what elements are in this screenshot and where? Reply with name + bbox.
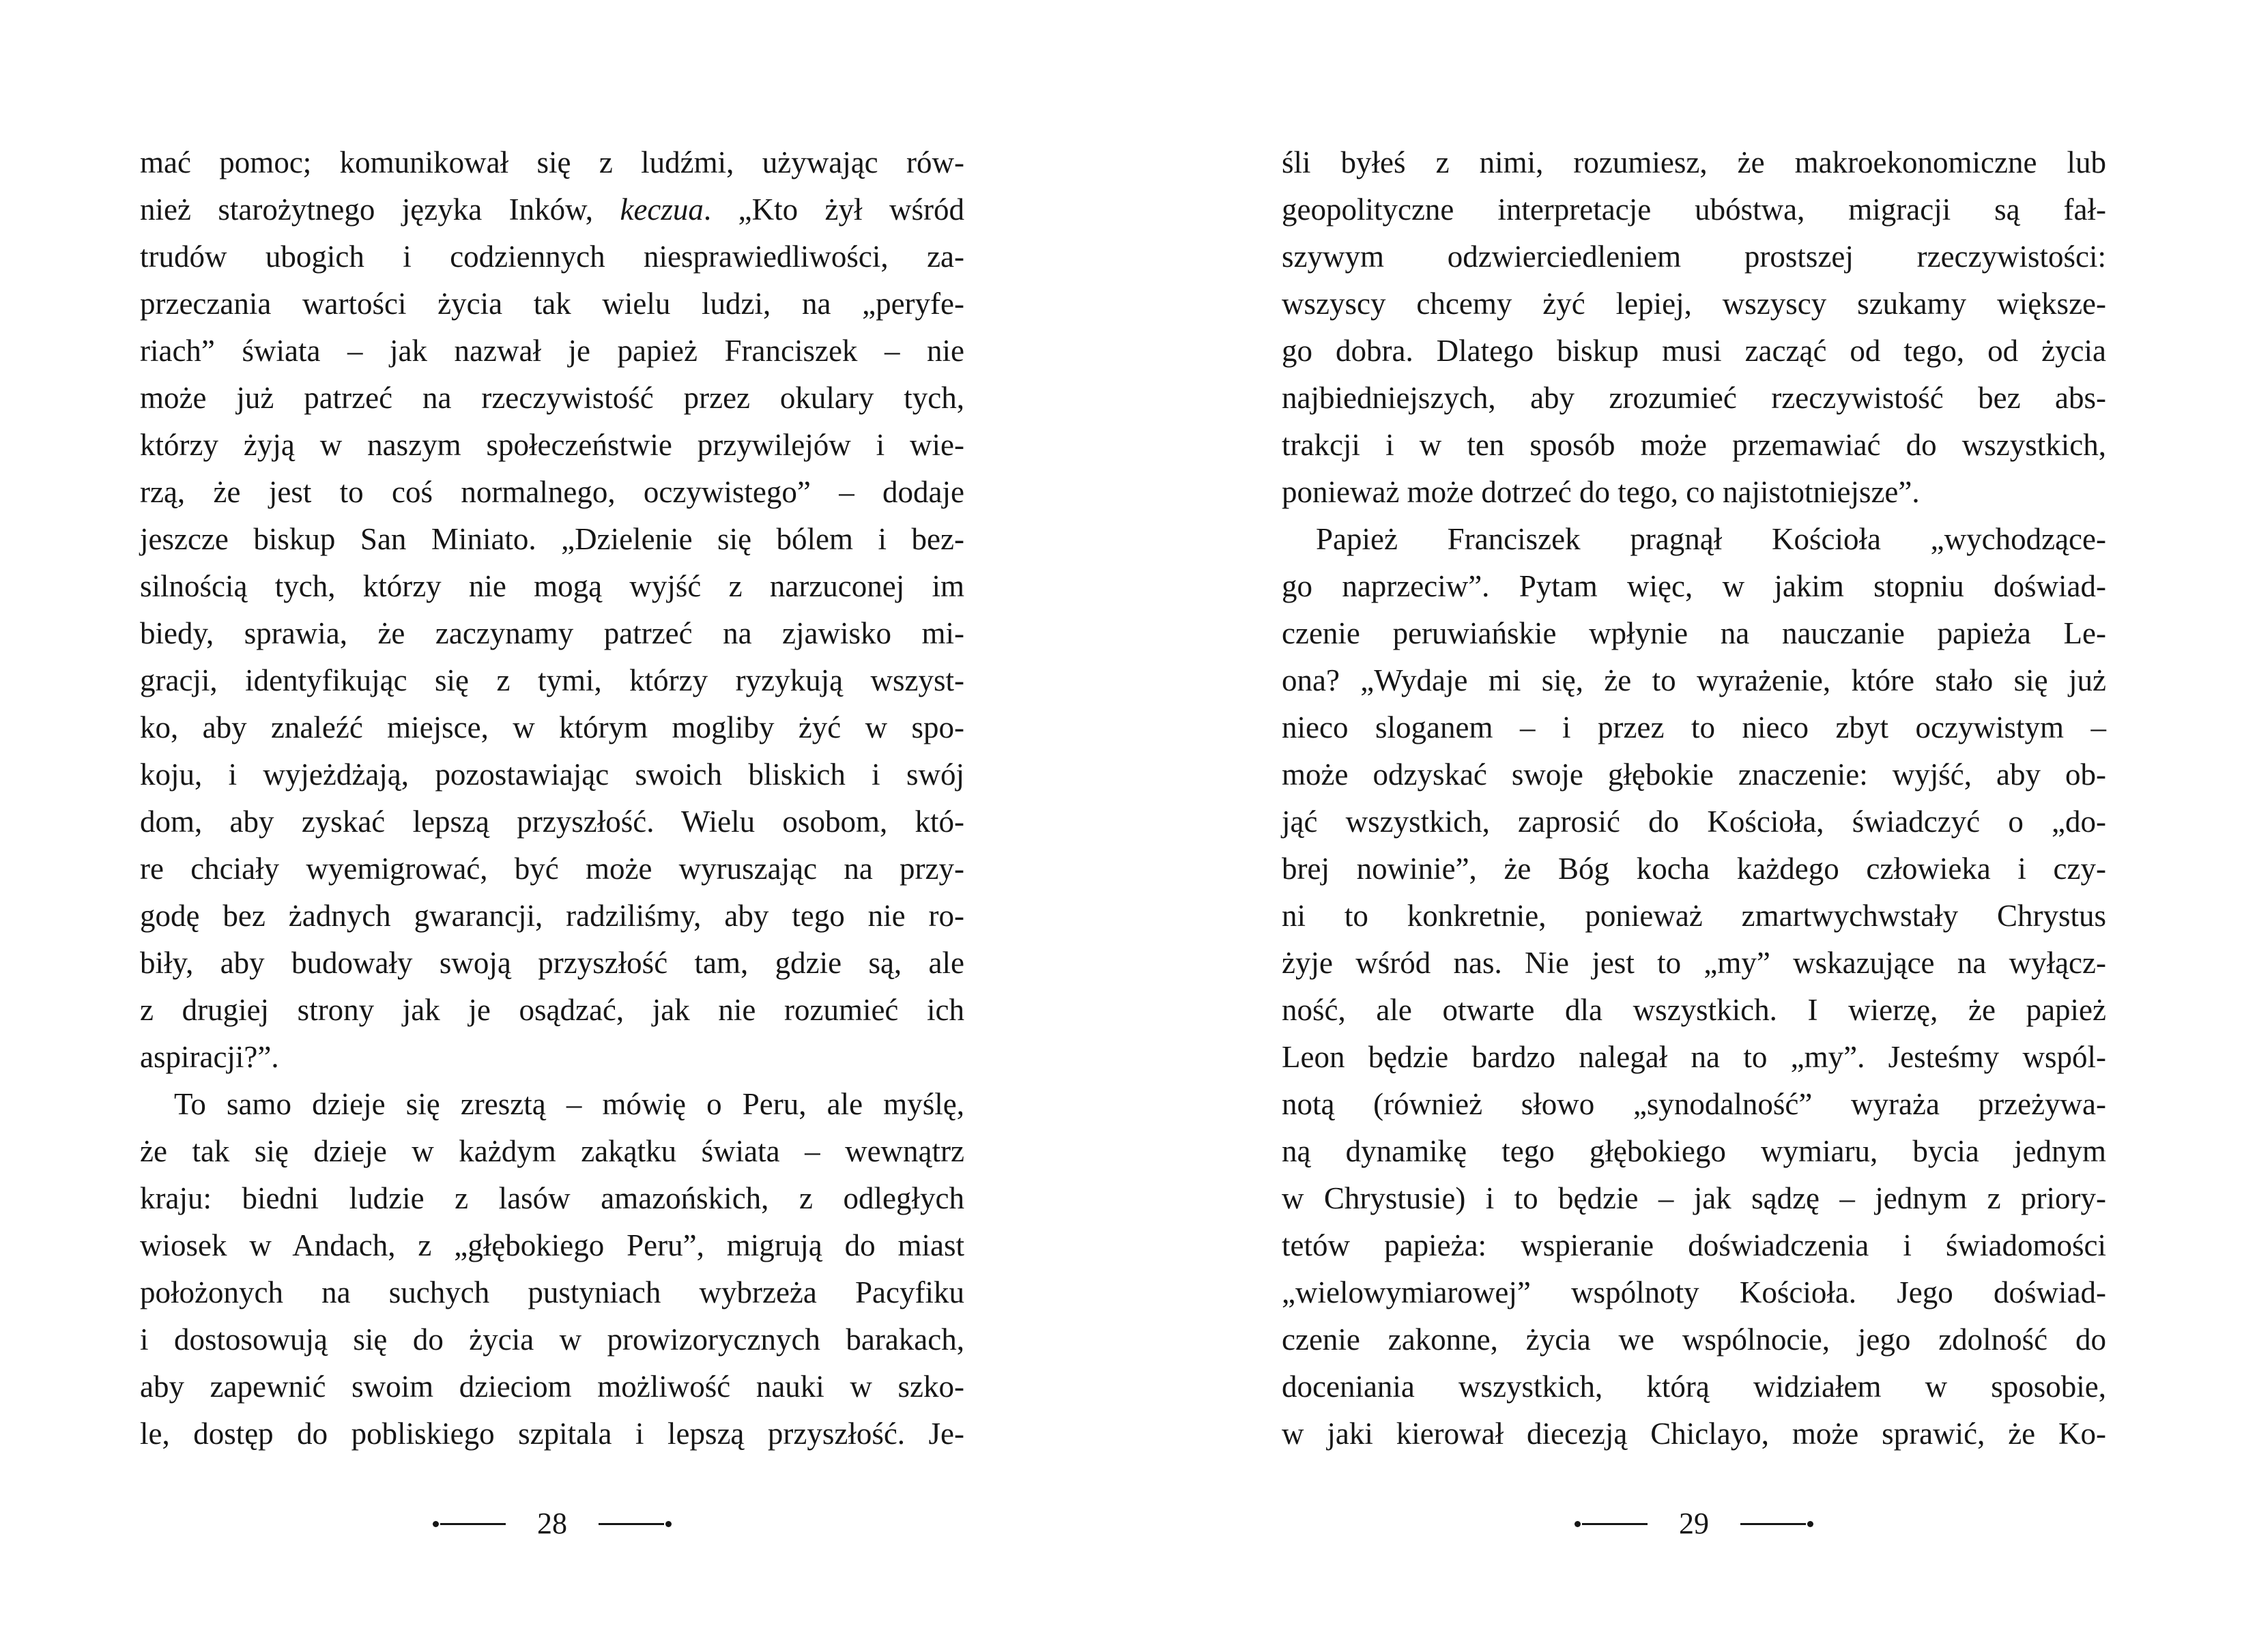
text-line: szywym odzwierciedleniem prostszej rzeczywistości: xyxy=(1282,240,2106,274)
text-line: go dobra. Dlatego biskup musi zacząć od tego, od życia xyxy=(1282,334,2106,368)
text-line: i dostosowują się do życia w prowizorycznych barakach, xyxy=(140,1322,964,1357)
text-line: ność, ale otwarte dla wszystkich. I wierzę, że papież xyxy=(1282,993,2106,1027)
ornament-dot-icon xyxy=(1807,1521,1813,1527)
text-line: rzą, że jest to coś normalnego, oczywistego” – dodaje xyxy=(140,475,964,509)
text-line: czenie peruwiańskie wpłynie na nauczanie papieża Le- xyxy=(1282,616,2106,650)
text-line: aspiracji?”. xyxy=(140,1040,279,1074)
text-line: przeczania wartości życia tak wielu ludzi, na „peryfe- xyxy=(140,287,964,321)
text-line: le, dostęp do pobliskiego szpitala i lepszą przyszłość. Je- xyxy=(140,1417,964,1451)
text-line: nież starożytnego języka Inków, keczua. „Kto żył wśród xyxy=(140,192,964,227)
left-page-footer xyxy=(140,1500,964,1548)
text-line: kraju: biedni ludzie z lasów amazońskich, z odległych xyxy=(140,1181,964,1215)
text-line: Leon będzie bardzo nalegał na to „my”. Jesteśmy wspól- xyxy=(1282,1040,2106,1074)
text-line: notą (również słowo „synodalność” wyraża przeżywa- xyxy=(1282,1087,2106,1121)
text-line: aby zapewnić swoim dzieciom możliwość nauki w szko- xyxy=(140,1370,964,1404)
text-line: re chciały wyemigrować, być może wyruszając na przy- xyxy=(140,852,964,886)
text-line: z drugiej strony jak je osądzać, jak nie rozumieć ich xyxy=(140,993,964,1027)
left-page-text-column xyxy=(140,139,964,1458)
ornament-rule xyxy=(1582,1523,1648,1525)
text-line: ni to konkretnie, ponieważ zmartwychwstały Chrystus xyxy=(1282,899,2106,933)
text-line: ponieważ może dotrzeć do tego, co najistotniejsze”. xyxy=(1282,475,1920,509)
text-line: ną dynamikę tego głębokiego wymiaru, bycia jednym xyxy=(1282,1134,2106,1168)
text-line: koju, i wyjeżdżają, pozostawiając swoich bliskich i swój xyxy=(140,757,964,792)
text-line: w jaki kierował diecezją Chiclayo, może sprawić, że Ko- xyxy=(1282,1417,2106,1451)
text-line: może już patrzeć na rzeczywistość przez okulary tych, xyxy=(140,381,964,415)
ornament-dot-icon xyxy=(665,1521,672,1527)
text-line: wiosek w Andach, z „głębokiego Peru”, migrują do miast xyxy=(140,1228,964,1262)
text-line: w Chrystusie) i to będzie – jak sądzę – jednym z priory- xyxy=(1282,1181,2106,1215)
text-line: najbiedniejszych, aby zrozumieć rzeczywistość bez abs- xyxy=(1282,381,2106,415)
text-line: śli byłeś z nimi, rozumiesz, że makroekonomiczne lub xyxy=(1282,145,2106,179)
text-line: To samo dzieje się zresztą – mówię o Peru, ale myślę, xyxy=(174,1087,964,1121)
text-line: godę bez żadnych gwarancji, radziliśmy, aby tego nie ro- xyxy=(140,899,964,933)
ornament-rule xyxy=(1740,1523,1806,1525)
right-page-text-column xyxy=(1282,139,2106,1458)
text-line: go naprzeciw”. Pytam więc, w jakim stopniu doświad- xyxy=(1282,569,2106,603)
text-line: doceniania wszystkich, którą widziałem w sposobie, xyxy=(1282,1370,2106,1404)
text-line: Papież Franciszek pragnął Kościoła „wychodzące- xyxy=(1316,522,2106,556)
text-line: „wielowymiarowej” wspólnoty Kościoła. Jego doświad- xyxy=(1282,1275,2106,1309)
text-line: biły, aby budowały swoją przyszłość tam, gdzie są, ale xyxy=(140,946,964,980)
text-line: mać pomoc; komunikował się z ludźmi, używając rów- xyxy=(140,145,964,179)
text-line: czenie zakonne, życia we wspólnocie, jego zdolność do xyxy=(1282,1322,2106,1357)
text-line: gracji, identyfikując się z tymi, którzy ryzykują wszyst- xyxy=(140,663,964,697)
text-line: nieco sloganem – i przez to nieco zbyt oczywistym – xyxy=(1282,710,2106,744)
ornament-rule xyxy=(440,1523,506,1525)
text-line: żyje wśród nas. Nie jest to „my” wskazujące na wyłącz- xyxy=(1282,946,2106,980)
text-line: że tak się dzieje w każdym zakątku świata – wewnątrz xyxy=(140,1134,964,1168)
text-line: geopolityczne interpretacje ubóstwa, migracji są fał- xyxy=(1282,192,2106,227)
text-line: trudów ubogich i codziennych niesprawiedliwości, za- xyxy=(140,240,964,274)
ornament-rule xyxy=(599,1523,664,1525)
text-line: silnością tych, którzy nie mogą wyjść z narzuconej im xyxy=(140,569,964,603)
text-line: brej nowinie”, że Bóg kocha każdego człowieka i czy- xyxy=(1282,852,2106,886)
left-page-number: 28 xyxy=(537,1507,567,1540)
ornament-dot-icon xyxy=(1575,1521,1581,1527)
right-page-number: 29 xyxy=(1679,1507,1709,1540)
text-line: ko, aby znaleźć miejsce, w którym mogliby żyć w spo- xyxy=(140,710,964,744)
text-line: wszyscy chcemy żyć lepiej, wszyscy szukamy większe- xyxy=(1282,287,2106,321)
text-line: jąć wszystkich, zaprosić do Kościoła, świadczyć o „do- xyxy=(1282,805,2106,839)
right-page-footer xyxy=(1282,1500,2106,1548)
ornament-dot-icon xyxy=(433,1521,439,1527)
text-line: dom, aby zyskać lepszą przyszłość. Wielu osobom, któ- xyxy=(140,805,964,839)
text-line: riach” świata – jak nazwał je papież Franciszek – nie xyxy=(140,334,964,368)
text-line: ona? „Wydaje mi się, że to wyrażenie, które stało się już xyxy=(1282,663,2106,697)
text-line: tetów papieża: wspieranie doświadczenia i świadomości xyxy=(1282,1228,2106,1262)
text-line: trakcji i w ten sposób może przemawiać do wszystkich, xyxy=(1282,428,2106,462)
text-line: może odzyskać swoje głębokie znaczenie: wyjść, aby ob- xyxy=(1282,757,2106,792)
text-line: którzy żyją w naszym społeczeństwie przywilejów i wie- xyxy=(140,428,964,462)
text-line: biedy, sprawia, że zaczynamy patrzeć na zjawisko mi- xyxy=(140,616,964,650)
text-line: położonych na suchych pustyniach wybrzeża Pacyfiku xyxy=(140,1275,964,1309)
text-line: jeszcze biskup San Miniato. „Dzielenie się bólem i bez- xyxy=(140,522,964,556)
